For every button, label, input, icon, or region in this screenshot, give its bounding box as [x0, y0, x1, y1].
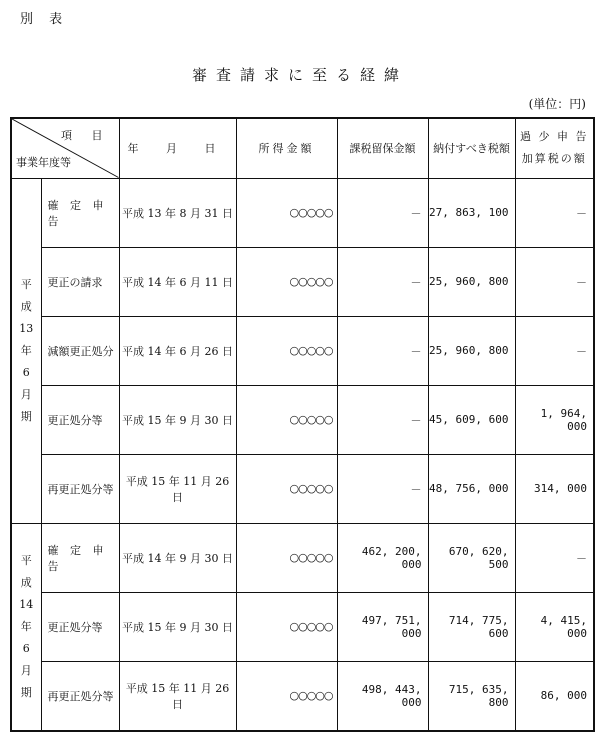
row-income: ○○○○○ — [236, 247, 337, 316]
row-label: 確 定 申 告 — [41, 178, 119, 247]
diagonal-header-cell — [11, 118, 119, 178]
row-penalty: 86, 000 — [515, 661, 594, 731]
row-reserve: － — [337, 385, 428, 454]
row-tax: 25, 960, 800 — [428, 247, 515, 316]
row-tax: 25, 960, 800 — [428, 316, 515, 385]
header-row — [11, 118, 594, 178]
row-tax: 715, 635, 800 — [428, 661, 515, 731]
unit-note: (単位：円) — [528, 97, 586, 111]
table-row — [11, 247, 594, 316]
header-reserve: 課税留保金額 — [337, 118, 428, 178]
row-penalty: 1, 964, 000 — [515, 385, 594, 454]
row-income: ○○○○○ — [236, 592, 337, 661]
row-label: 確 定 申 告 — [41, 523, 119, 592]
row-reserve: － — [337, 178, 428, 247]
row-tax: 27, 863, 100 — [428, 178, 515, 247]
row-penalty: － — [515, 247, 594, 316]
row-reserve: － — [337, 247, 428, 316]
row-income: ○○○○○ — [236, 316, 337, 385]
header-tax-due: 納付すべき税額 — [428, 118, 515, 178]
row-label: 更正処分等 — [41, 592, 119, 661]
table-row — [11, 316, 594, 385]
row-label: 再更正処分等 — [41, 661, 119, 731]
table-row — [11, 178, 594, 247]
row-label: 更正処分等 — [41, 385, 119, 454]
header-penalty-line1: 過 少 申 告 — [520, 130, 589, 144]
history-table — [10, 117, 595, 732]
row-date: 平成 14 年 6 月 26 日 — [119, 316, 236, 385]
row-date: 平成 15 年 11 月 26 日 — [119, 661, 236, 731]
document-title: 審査請求に至る経緯 — [191, 66, 408, 84]
row-reserve: 497, 751, 000 — [337, 592, 428, 661]
row-income: ○○○○○ — [236, 178, 337, 247]
row-reserve: 462, 200, 000 — [337, 523, 428, 592]
row-income: ○○○○○ — [236, 454, 337, 523]
row-penalty: － — [515, 523, 594, 592]
row-reserve: － — [337, 316, 428, 385]
period-label-h14: 平 成 14 年 6 月 期 — [11, 523, 41, 731]
table-row — [11, 454, 594, 523]
row-date: 平成 15 年 11 月 26 日 — [119, 454, 236, 523]
row-tax: 48, 756, 000 — [428, 454, 515, 523]
row-date: 平成 14 年 9 月 30 日 — [119, 523, 236, 592]
row-label: 更正の請求 — [41, 247, 119, 316]
row-reserve: － — [337, 454, 428, 523]
row-penalty: 4, 415, 000 — [515, 592, 594, 661]
header-date: 年 月 日 — [119, 118, 236, 178]
header-year-type: 事業年度等 — [16, 155, 71, 169]
row-income: ○○○○○ — [236, 661, 337, 731]
row-penalty: － — [515, 316, 594, 385]
row-tax: 670, 620, 500 — [428, 523, 515, 592]
header-penalty-line2: 加算税の額 — [521, 152, 587, 166]
header-penalty — [515, 118, 594, 178]
row-income: ○○○○○ — [236, 523, 337, 592]
row-date: 平成 15 年 9 月 30 日 — [119, 385, 236, 454]
table-row — [11, 661, 594, 731]
table-row — [11, 592, 594, 661]
row-label: 減額更正処分 — [41, 316, 119, 385]
period-label-h13: 平 成 13 年 6 月 期 — [11, 178, 41, 523]
row-penalty: － — [515, 178, 594, 247]
attachment-label: 別 表 — [20, 12, 69, 27]
row-penalty: 314, 000 — [515, 454, 594, 523]
table-row — [11, 385, 594, 454]
row-tax: 714, 775, 600 — [428, 592, 515, 661]
row-date: 平成 13 年 8 月 31 日 — [119, 178, 236, 247]
row-date: 平成 15 年 9 月 30 日 — [119, 592, 236, 661]
row-label: 再更正処分等 — [41, 454, 119, 523]
row-date: 平成 14 年 6 月 11 日 — [119, 247, 236, 316]
row-tax: 45, 609, 600 — [428, 385, 515, 454]
row-income: ○○○○○ — [236, 385, 337, 454]
header-item: 項 目 — [61, 129, 111, 142]
table-row — [11, 523, 594, 592]
header-income: 所得金額 — [236, 118, 337, 178]
row-reserve: 498, 443, 000 — [337, 661, 428, 731]
